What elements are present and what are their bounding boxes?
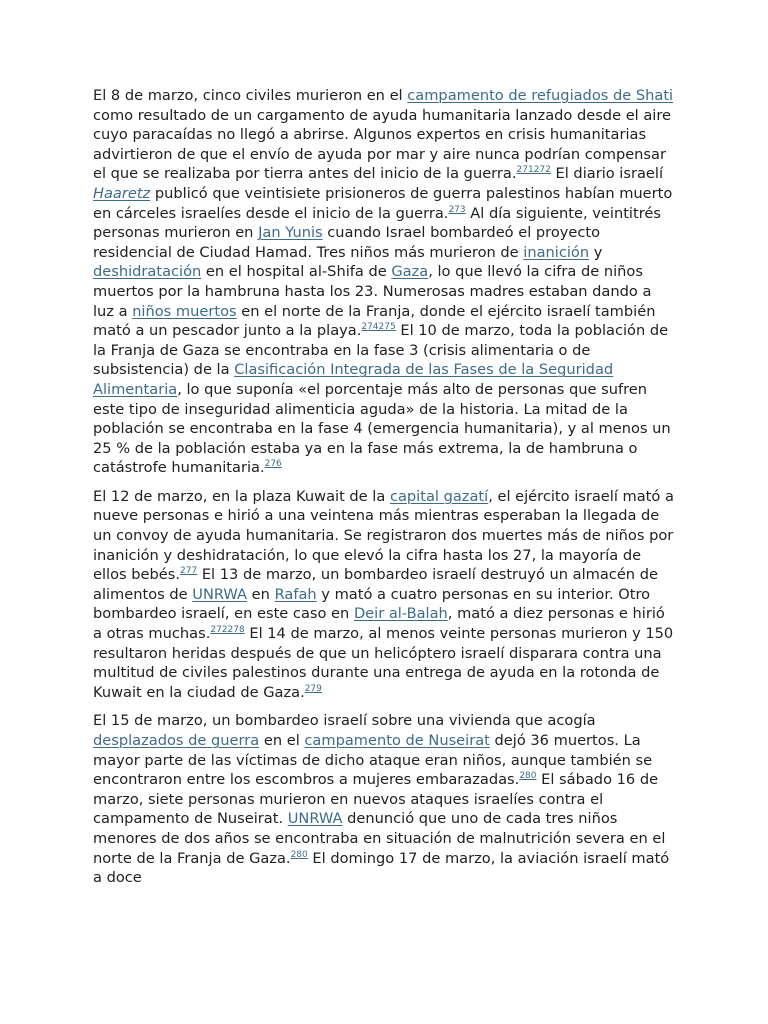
link-clasificacion-integrada[interactable]: Clasificación Integrada de las Fases de la Seguridad Alimentaria xyxy=(93,361,614,398)
paragraph-text: y mató a cuatro personas en su interior. Otro bombardeo israelí, en este caso en xyxy=(93,585,651,623)
reference-sup xyxy=(519,771,536,781)
paragraph-text: como resultado de un cargamento de ayuda humanitaria lanzado desde el aire cuyo paracaídas no llegó a abrirse. Algunos expertos en crisis humanitarias advirtieron de que el envío de ayuda por mar y aire nunca podrían compensar el que se realizaba por tierra antes del inicio de la guerra. xyxy=(93,106,672,183)
reference-link[interactable]: 277 xyxy=(180,566,198,577)
reference-link[interactable]: 280 xyxy=(519,771,537,782)
link-unrwa[interactable]: UNRWA xyxy=(287,810,343,828)
paragraph-text: El domingo 17 de marzo, la aviación israelí mató a doce xyxy=(93,849,670,887)
reference-sup xyxy=(180,566,197,576)
paragraph-march-8 xyxy=(93,86,675,478)
paragraph-text: publicó que veintisiete prisioneros de guerra palestinos habían muerto en cárceles israelíes desde el inicio de la guerra. xyxy=(93,184,673,222)
link-gaza[interactable]: Gaza xyxy=(391,263,429,281)
reference-link[interactable]: 273 xyxy=(448,204,466,215)
paragraph-text: El diario israelí xyxy=(550,165,664,183)
reference-sup xyxy=(210,625,244,635)
reference-sup xyxy=(265,459,282,469)
reference-sup xyxy=(305,684,322,694)
link-inanicion[interactable]: inanición xyxy=(523,243,590,261)
link-campamento-nuseirat[interactable]: campamento de Nuseirat xyxy=(304,732,490,749)
link-jan-yunis[interactable]: Jan Yunis xyxy=(258,224,323,242)
link-unrwa[interactable]: UNRWA xyxy=(192,585,248,603)
reference-sup xyxy=(291,850,308,860)
reference-link[interactable]: 271272 xyxy=(516,165,551,176)
paragraph-text: El 13 de marzo, un bombardeo israelí destruyó un almacén de alimentos de xyxy=(93,566,658,603)
link-deir-al-balah[interactable]: Deir al-Balah xyxy=(353,605,448,623)
paragraph-text: , lo que suponía «el porcentaje más alto de personas que sufren este tipo de inseguridad alimenticia aguda» de la historia. La mitad de la población se encontraba en la fase 4 (emergencia humanitaria), y al menos un 25 % de la población estaba ya en la fase más extrema, la de hambruna o catástrofe humanitaria. xyxy=(93,380,671,477)
paragraph-text: en el hospital al-Shifa de xyxy=(201,263,392,281)
paragraph-text: , lo que llevó la cifra de niños muertos por la hambruna hasta los 23. Numerosas madres estaban dando a luz a xyxy=(93,263,652,320)
paragraph-text: cuando Israel bombardeó el proyecto residencial de Ciudad Hamad. Tres niños más murieron de xyxy=(93,224,601,261)
link-rafah[interactable]: Rafah xyxy=(274,585,317,603)
reference-sup xyxy=(448,205,465,215)
link-desplazados-de-guerra[interactable]: desplazados de guerra xyxy=(93,732,260,749)
reference-link[interactable]: 279 xyxy=(304,683,322,694)
reference-link[interactable]: 280 xyxy=(290,849,308,860)
paragraph-text: en xyxy=(247,585,275,603)
paragraph-text: El 10 de marzo, toda la población de la Franja de Gaza se encontraba en la fase 3 (crisis alimentaria o de subsistencia) de la xyxy=(93,322,669,379)
paragraph-text: El 14 de marzo, al menos veinte personas murieron y 150 resultaron heridas después de que un helicóptero israelí disparara contra una multitud de civiles palestinos durante una entrega de ayuda en la rotonda de Kuwait en la ciudad de Gaza. xyxy=(93,625,674,701)
link-deshidratacion[interactable]: deshidratación xyxy=(93,263,202,281)
paragraph-text: denunció que uno de cada tres niños menores de dos años se encontraba en situación de malnutrición severa en el norte de la Franja de Gaza. xyxy=(93,810,666,867)
link-capital-gazati[interactable]: capital gazatí xyxy=(389,487,489,505)
paragraph-text: en el xyxy=(259,732,305,749)
paragraph-text: El sábado 16 de marzo, siete personas murieron en nuevos ataques israelíes contra el campamento de Nuseirat. xyxy=(93,771,659,828)
paragraph-text: El 12 de marzo, en la plaza Kuwait de la xyxy=(93,487,390,505)
paragraph-text: en el norte de la Franja, donde el ejército israelí también mató a un pescador junto a la playa. xyxy=(93,302,656,340)
link-campamento-shati[interactable]: campamento de refugiados de Shati xyxy=(407,87,674,104)
paragraph-march-12 xyxy=(93,487,675,703)
article-body xyxy=(93,86,675,897)
link-ninos-muertos[interactable]: niños muertos xyxy=(132,302,237,320)
reference-link[interactable]: 272278 xyxy=(210,625,245,636)
reference-link[interactable]: 276 xyxy=(264,459,282,470)
reference-sup xyxy=(517,165,551,175)
paragraph-text: , el ejército israelí mató a nueve personas e hirió a una veintena más mientras esperaban la llegada de un convoy de ayuda humanitaria. Se registraron dos muertes más de niños por inanición y deshidratación, lo que elevó la cifra hasta los 27, la mayoría de ellos bebés. xyxy=(93,487,674,584)
paragraph-text: El 8 de marzo, cinco civiles murieron en el xyxy=(93,87,408,104)
reference-sup xyxy=(361,322,395,332)
paragraph-march-15 xyxy=(93,711,675,887)
reference-link[interactable]: 274275 xyxy=(361,322,396,333)
paragraph-text: dejó 36 muertos. La mayor parte de las víctimas de dicho ataque eran niños, aunque también se encontraron entre los escombros a mujeres embarazadas. xyxy=(93,732,653,789)
paragraph-text: Al día siguiente, veintitrés personas murieron en xyxy=(93,204,661,242)
paragraph-text: , mató a diez personas e hirió a otras muchas. xyxy=(93,605,665,643)
link-haaretz[interactable]: Haaretz xyxy=(93,184,151,202)
paragraph-text: El 15 de marzo, un bombardeo israelí sobre una vivienda que acogía xyxy=(93,712,596,730)
paragraph-text: y xyxy=(589,243,603,261)
